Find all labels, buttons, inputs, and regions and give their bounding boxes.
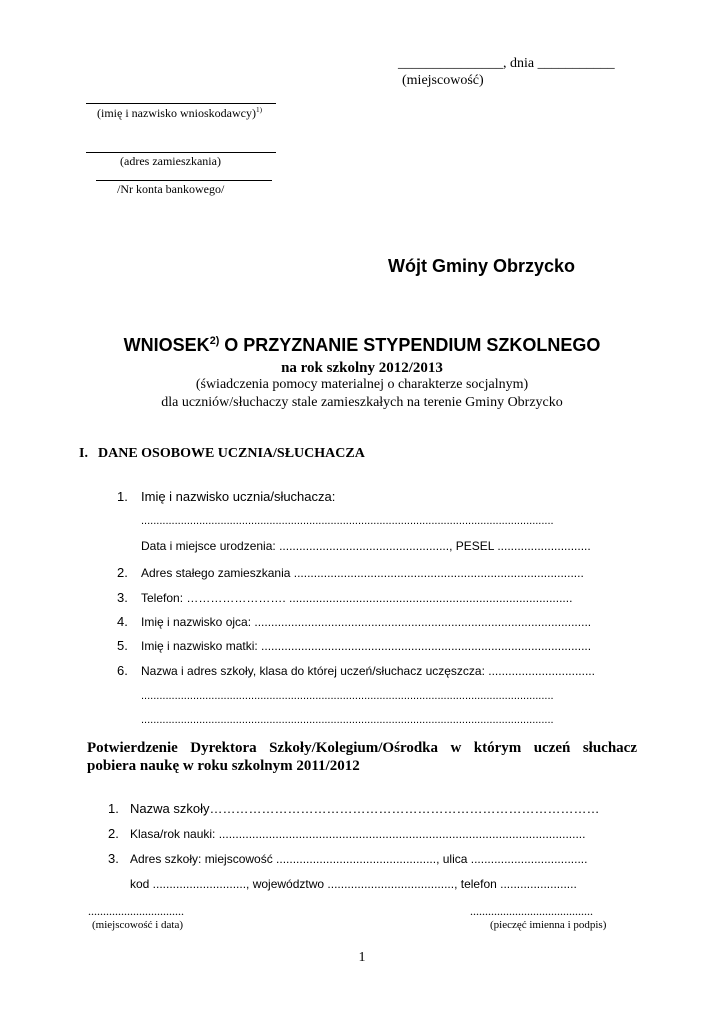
- item-number: 1.: [108, 801, 119, 816]
- item-number: 4.: [117, 614, 128, 629]
- section-number: I.: [79, 446, 88, 461]
- item-number: 3.: [117, 590, 128, 605]
- school-dots-1: .......................................................................................................................................: [141, 690, 554, 702]
- page-title: WNIOSEK$^{2)}$ O PRZYZNANIE STYPENDIUM SZKOLNEGO: [123, 335, 601, 355]
- school-name-line: Nazwa i adres szkoły, klasa do której uczeń/słuchacz uczęszcza: ................................: [141, 664, 595, 678]
- section-heading: DANE OSOBOWE UCZNIA/SŁUCHACZA: [98, 446, 365, 461]
- item-number: 5.: [117, 638, 128, 653]
- father-name-line: Imię i nazwisko ojca: .....................................................................................................: [141, 615, 592, 629]
- item-number: 3.: [108, 851, 119, 866]
- applicant-label: (imię i nazwisko wnioskodawcy)$^{1)}$: [97, 106, 262, 120]
- student-name-dots: .......................................................................................................................................: [141, 515, 554, 527]
- signature-label: (pieczęć imienna i podpis): [490, 919, 607, 931]
- school-year: na rok szkolny 2012/2013: [281, 360, 443, 376]
- subtitle-1: (świadczenia pomocy materialnej o charakterze socjalnym): [195, 377, 529, 392]
- item-number: 1.: [117, 489, 128, 504]
- addressee: Wójt Gminy Obrzycko: [388, 256, 576, 276]
- confirmation-heading-1: Potwierdzenie Dyrektora Szkoły/Kolegium/Ośrodka w którym uczeń słuchacz: [87, 740, 637, 756]
- confirmation-heading-2: pobiera naukę w roku szkolnym 2011/2012: [87, 758, 360, 774]
- account-label: /Nr konta bankowego/: [117, 182, 225, 196]
- signature-dots: .........................................: [470, 904, 593, 918]
- applicant-line: [86, 103, 276, 104]
- school-dots-2: .......................................................................................................................................: [141, 714, 554, 726]
- item-number: 2.: [108, 826, 119, 841]
- class-year-field: Klasa/rok nauki: ..............................................................................................................: [130, 827, 586, 841]
- place-label: (miejscowość): [402, 73, 484, 88]
- item-number: 2.: [117, 565, 128, 580]
- page-number: 1: [358, 950, 366, 965]
- place-date-line: _______________, dnia ___________: [398, 56, 615, 71]
- mother-name-line: Imię i nazwisko matki: ...................................................................................................: [141, 639, 592, 653]
- school-name-field: Nazwa szkoły………………………………………………………………………………: [130, 801, 600, 816]
- account-line: [96, 180, 272, 181]
- place-date-dots: ................................: [88, 904, 184, 918]
- item-number: 6.: [117, 663, 128, 678]
- postal-code-line: kod ............................, województwo ......................................, telefon .......................: [130, 877, 577, 891]
- subtitle-2: dla uczniów/słuchaczy stale zamieszkałych na terenie Gminy Obrzycko: [161, 395, 563, 410]
- place-date-label: (miejscowość i data): [92, 919, 184, 931]
- address-line-field: Adres stałego zamieszkania .......................................................................................: [141, 566, 584, 580]
- phone-line: Telefon: ……………………. .....................................................................................: [141, 591, 573, 605]
- student-name-label: Imię i nazwisko ucznia/słuchacza:: [141, 489, 336, 504]
- address-line: [86, 152, 276, 153]
- address-label: (adres zamieszkania): [120, 154, 221, 168]
- school-address-field: Adres szkoły: miejscowość ................................................, ulica ...................................: [130, 852, 588, 866]
- birth-pesel-line: Data i miejsce urodzenia: ..................................................., PESEL ............................: [141, 539, 591, 553]
